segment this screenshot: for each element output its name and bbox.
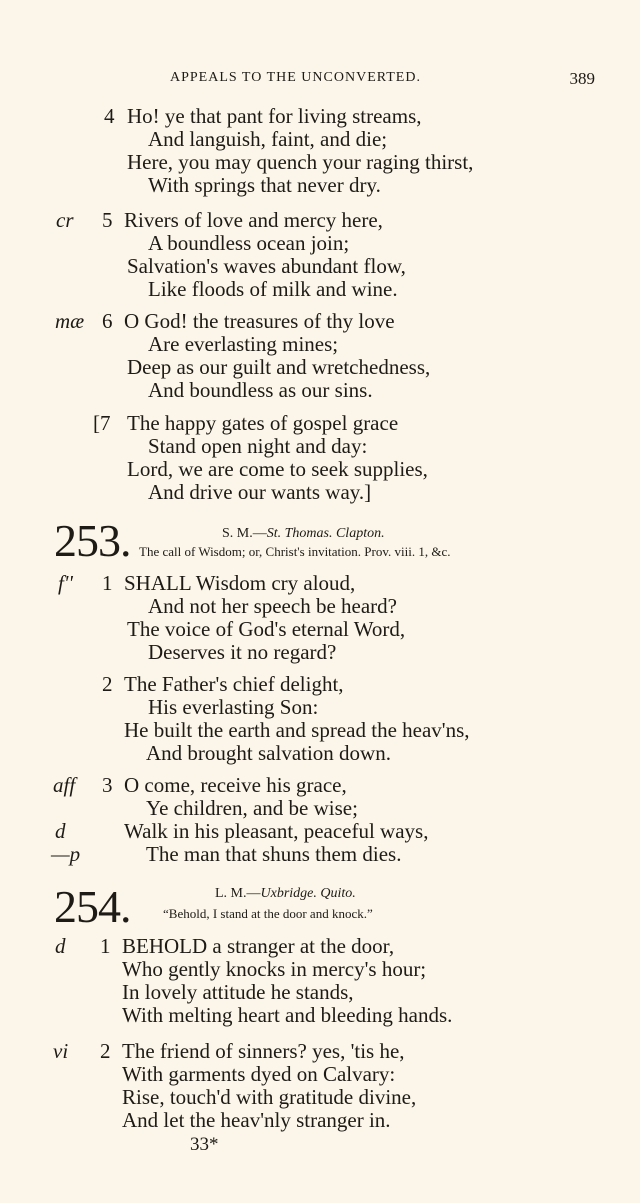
stanza-number: 6: [102, 309, 113, 333]
verse-line: Who gently knocks in mercy's hour;: [122, 957, 427, 981]
verse-line: Rivers of love and mercy here,: [124, 208, 383, 232]
stanza-number: 1: [102, 571, 113, 595]
verse-line: He built the earth and spread the heav'ns,: [124, 718, 470, 742]
hymn-number: 253.: [54, 515, 131, 566]
stanza-number: [7: [93, 411, 111, 435]
verse-line: SHALL Wisdom cry aloud,: [124, 571, 356, 595]
dynamic-mark: mæ: [55, 309, 85, 333]
dynamic-mark: d: [55, 819, 66, 843]
verse-line: Are everlasting mines;: [148, 332, 339, 356]
verse-line: And boundless as our sins.: [148, 378, 373, 402]
verse-line: With garments dyed on Calvary:: [122, 1062, 396, 1086]
signature-mark: 33*: [190, 1134, 219, 1155]
verse-line: Like floods of milk and wine.: [148, 277, 398, 301]
verse-line: And let the heav'nly stranger in.: [122, 1108, 391, 1132]
verse-line: A boundless ocean join;: [148, 231, 350, 255]
dynamic-mark: cr: [56, 208, 74, 232]
dynamic-mark: —p: [51, 842, 81, 866]
stanza-number: 5: [102, 208, 113, 232]
verse-line: O God! the treasures of thy love: [124, 309, 395, 333]
verse-line: O come, receive his grace,: [124, 773, 347, 797]
stanza-number: 3: [102, 773, 113, 797]
verse-line: And not her speech be heard?: [148, 594, 397, 618]
verse-line: And drive our wants way.]: [148, 480, 372, 504]
verse-line: Ho! ye that pant for living streams,: [127, 104, 422, 128]
meter-and-tunes: [215, 886, 356, 902]
tune-names: St. Thomas. Clapton.: [266, 526, 385, 541]
header-title: APPEALS TO THE UNCONVERTED.: [170, 70, 421, 85]
verse-line: The Father's chief delight,: [124, 672, 344, 696]
stanza-number: 1: [100, 934, 111, 958]
verse-line: And languish, faint, and die;: [148, 127, 388, 151]
dynamic-mark: f'': [58, 571, 73, 595]
verse-line: In lovely attitude he stands,: [122, 980, 354, 1004]
verse-line: His everlasting Son:: [148, 695, 319, 719]
verse-line: The friend of sinners? yes, 'tis he,: [122, 1039, 405, 1063]
hymn-number: 254.: [54, 881, 131, 932]
stanza-number: 4: [104, 104, 115, 128]
verse-line: The voice of God's eternal Word,: [127, 617, 406, 641]
verse-line: And brought salvation down.: [146, 741, 391, 765]
running-header: [170, 70, 600, 86]
verse-line: The man that shuns them dies.: [146, 842, 402, 866]
dynamic-mark: vi: [53, 1039, 69, 1063]
meter-and-tunes: [222, 526, 385, 542]
meter: L. M.—: [215, 886, 261, 901]
verse-line: With melting heart and bleeding hands.: [122, 1003, 453, 1027]
meter: S. M.—: [222, 526, 267, 541]
verse-line: Walk in his pleasant, peaceful ways,: [124, 819, 429, 843]
verse-line: Salvation's waves abundant flow,: [127, 254, 406, 278]
verse-line: Stand open night and day:: [148, 434, 368, 458]
verse-line: Here, you may quench your raging thirst,: [127, 150, 474, 174]
verse-line: The happy gates of gospel grace: [127, 411, 399, 435]
hymn-subtitle: The call of Wisdom; or, Christ's invitation. Prov. viii. 1, &c.: [139, 544, 451, 559]
verse-line: With springs that never dry.: [148, 173, 381, 197]
verse-line: Ye children, and be wise;: [146, 796, 358, 820]
stanza-number: 2: [100, 1039, 111, 1063]
verse-line: BEHOLD a stranger at the door,: [122, 934, 395, 958]
page-number: 389: [569, 69, 595, 88]
verse-line: Deep as our guilt and wretchedness,: [127, 355, 431, 379]
hymn-subtitle: “Behold, I stand at the door and knock.”: [163, 906, 373, 921]
stanza-number: 2: [102, 672, 113, 696]
tune-names: Uxbridge. Quito.: [260, 886, 356, 901]
verse-line: Rise, touch'd with gratitude divine,: [122, 1085, 417, 1109]
dynamic-mark: aff: [53, 773, 76, 797]
verse-line: Lord, we are come to seek supplies,: [127, 457, 428, 481]
dynamic-mark: d: [55, 934, 66, 958]
verse-line: Deserves it no regard?: [148, 640, 337, 664]
